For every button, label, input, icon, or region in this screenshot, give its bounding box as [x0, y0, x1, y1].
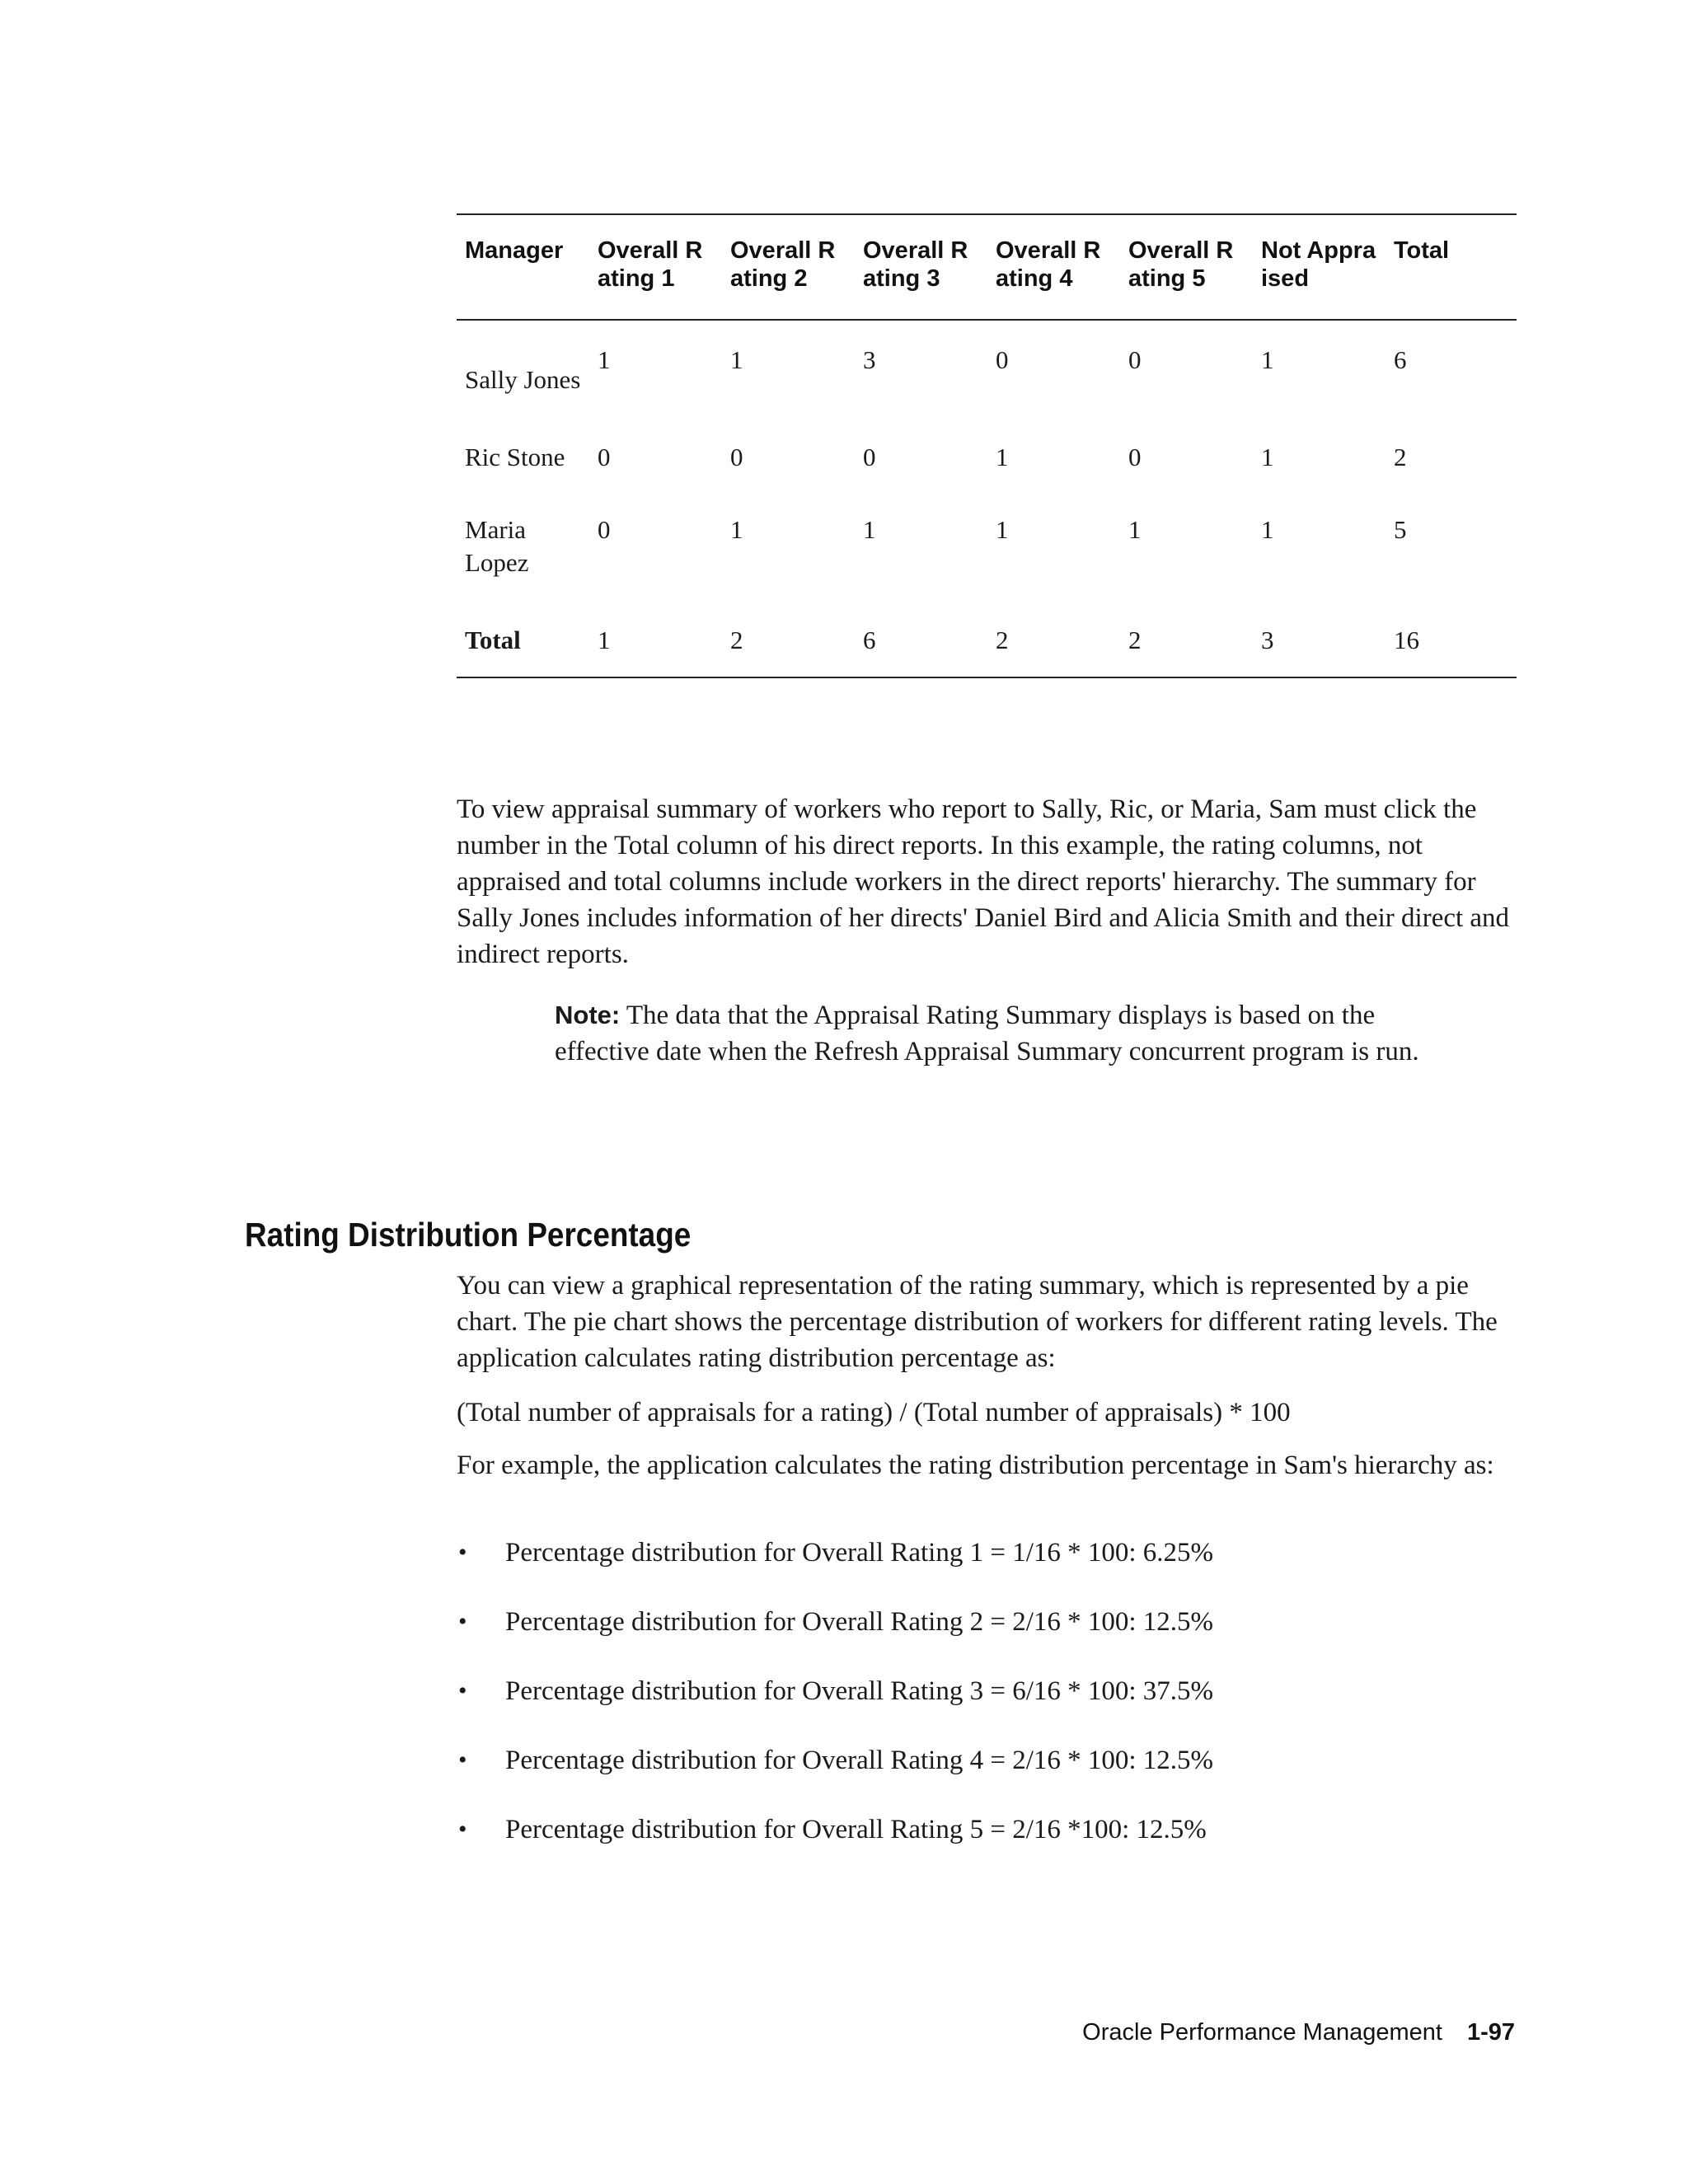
table-row — [457, 421, 1517, 494]
total-link[interactable]: 2 — [1394, 443, 1407, 471]
explanation-paragraph: To view appraisal summary of workers who report to Sally, Ric, or Maria, Sam must click the number in the Total column of his direct reports. In this example, the rating columns, not appraised and total columns include workers in the direct reports' hierarchy. The summary for Sally Jones includes information of her directs' Daniel Bird and Alicia Smith and their direct and indirect reports. — [457, 794, 1510, 969]
footer-book-title: Oracle Performance Management — [1082, 2019, 1442, 2046]
table-cell: 1 — [598, 626, 611, 654]
table-cell: 1 — [996, 515, 1009, 544]
bullet-icon: • — [458, 1677, 467, 1704]
example-intro-paragraph: For example, the application calculates the rating distribution percentage in Sam's hierarchy as: — [457, 1451, 1494, 1480]
percentage-list — [457, 1535, 1520, 1881]
table-cell: 0 — [1128, 443, 1142, 471]
header-not-appraised: Not Appraised — [1261, 237, 1376, 292]
table-cell: 2 — [996, 626, 1009, 654]
bullet-icon: • — [458, 1539, 467, 1566]
list-item-text: Percentage distribution for Overall Rating 1 = 1/16 * 100: 6.25% — [505, 1538, 1214, 1568]
appraisal-summary-table — [457, 213, 1517, 678]
header-overall-rating-2: Overall Rating 2 — [730, 237, 836, 292]
table-cell: 2 — [1128, 626, 1142, 654]
bullet-icon: • — [458, 1816, 467, 1843]
table-cell: 1 — [1261, 515, 1274, 544]
table-cell: 0 — [598, 443, 611, 471]
table-cell: 0 — [996, 345, 1009, 374]
list-item-text: Percentage distribution for Overall Rating 2 = 2/16 * 100: 12.5% — [505, 1607, 1214, 1637]
table-cell: 0 — [863, 443, 876, 471]
table-cell: 1 — [730, 515, 743, 544]
list-item — [457, 1673, 1520, 1742]
table-cell: 3 — [1261, 626, 1274, 654]
table-cell: 0 — [598, 515, 611, 544]
table-header-row — [457, 214, 1517, 320]
list-item-text: Percentage distribution for Overall Rating 4 = 2/16 * 100: 12.5% — [505, 1746, 1214, 1775]
bullet-icon: • — [458, 1746, 467, 1774]
note-label: Note: — [555, 1001, 621, 1029]
manager-name: Sally Jones — [465, 365, 581, 394]
total-row-label: Total — [465, 626, 521, 654]
list-item — [457, 1535, 1520, 1604]
table-cell: 1 — [1128, 515, 1142, 544]
table-cell: 1 — [1261, 443, 1274, 471]
bullet-icon: • — [458, 1608, 467, 1635]
table-row — [457, 320, 1517, 421]
header-overall-rating-1: Overall Rating 1 — [598, 237, 703, 292]
table-cell: 1 — [863, 515, 876, 544]
note-block — [555, 997, 1428, 1070]
note-text: The data that the Appraisal Rating Summary displays is based on the effective date when the Refresh Appraisal Summary concurrent program is run. — [555, 1001, 1419, 1066]
total-link[interactable]: 5 — [1394, 515, 1407, 544]
list-item — [457, 1742, 1520, 1811]
section-heading: Rating Distribution Percentage — [245, 1216, 692, 1254]
list-item-text: Percentage distribution for Overall Rating 5 = 2/16 *100: 12.5% — [505, 1815, 1207, 1844]
manager-name: Ric Stone — [465, 443, 565, 471]
table-row — [457, 494, 1517, 599]
header-overall-rating-4: Overall Rating 4 — [996, 237, 1101, 292]
page-footer — [1082, 2018, 1515, 2047]
appraisal-summary-table-container — [457, 213, 1517, 678]
formula-text: (Total number of appraisals for a rating) / (Total number of appraisals) * 100 — [457, 1398, 1291, 1427]
page-number: 1-97 — [1466, 2019, 1515, 2046]
table-cell: 1 — [996, 443, 1009, 471]
list-item — [457, 1604, 1520, 1673]
list-item — [457, 1811, 1520, 1881]
table-cell: 6 — [863, 626, 876, 654]
header-manager: Manager — [465, 237, 564, 264]
table-cell: 1 — [598, 345, 611, 374]
manager-name: Maria Lopez — [465, 515, 529, 577]
table-cell: 16 — [1394, 626, 1419, 654]
table-cell: 0 — [730, 443, 743, 471]
table-cell: 3 — [863, 345, 876, 374]
table-cell: 1 — [730, 345, 743, 374]
header-overall-rating-3: Overall Rating 3 — [863, 237, 968, 292]
table-cell: 2 — [730, 626, 743, 654]
table-cell: 0 — [1128, 345, 1142, 374]
header-overall-rating-5: Overall Rating 5 — [1128, 237, 1234, 292]
table-total-row — [457, 599, 1517, 677]
table-cell: 1 — [1261, 345, 1274, 374]
section-intro-paragraph: You can view a graphical representation of the rating summary, which is represented by a pie chart. The pie chart shows the percentage distribution of workers for different rating levels. The application calculates rating distribution percentage as: — [457, 1271, 1498, 1373]
total-link[interactable]: 6 — [1394, 345, 1407, 374]
list-item-text: Percentage distribution for Overall Rating 3 = 6/16 * 100: 37.5% — [505, 1676, 1214, 1706]
header-total: Total — [1394, 237, 1450, 264]
